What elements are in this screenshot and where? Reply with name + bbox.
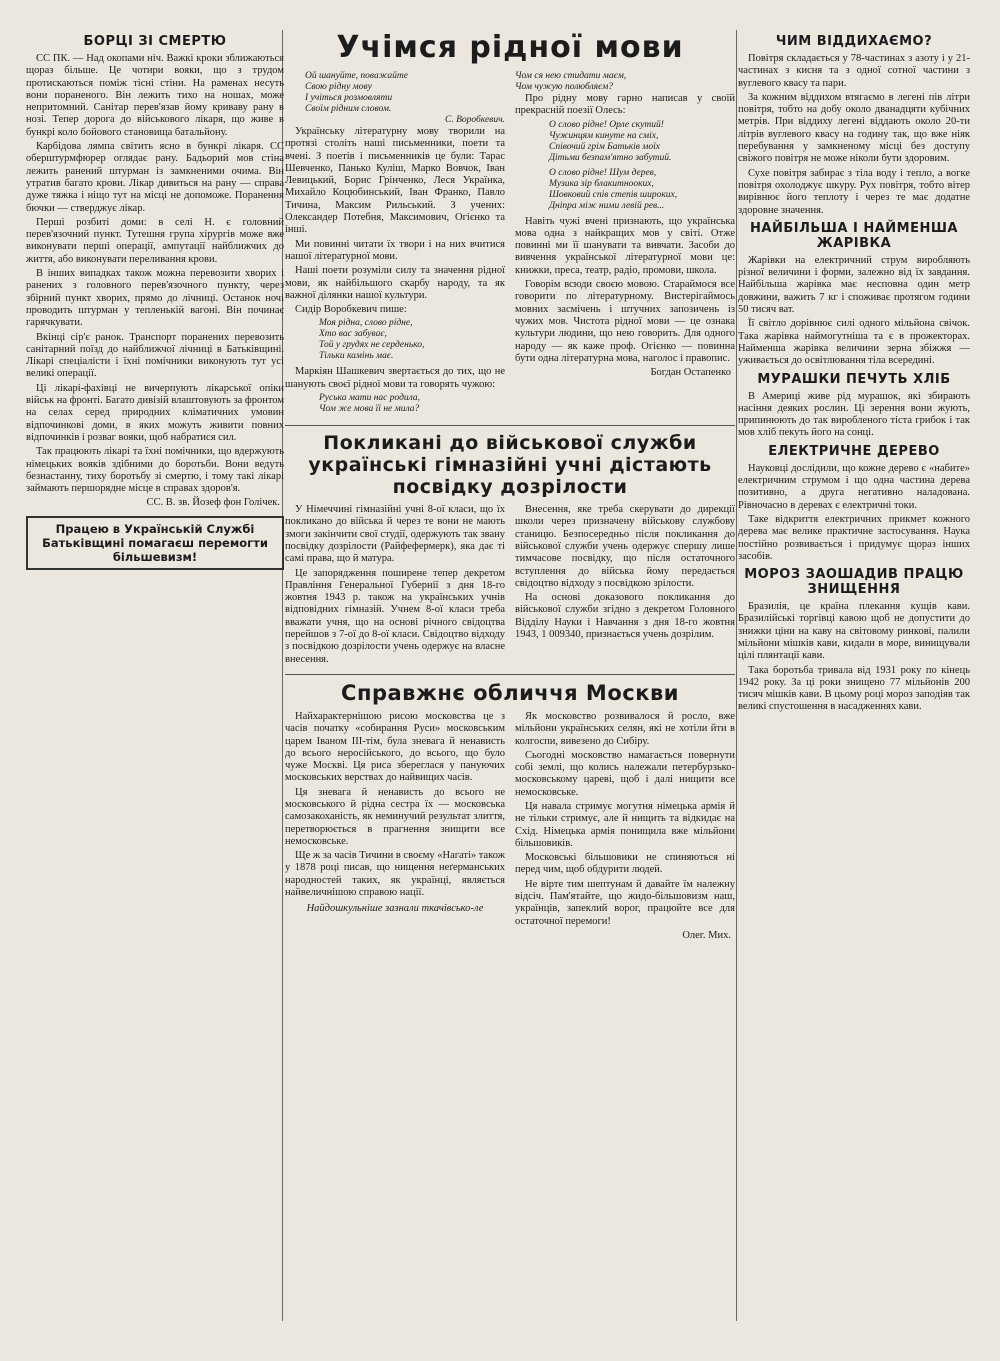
paragraph: У Німеччині гімназійні учні 8-ої класи, що їх покликано до війська й через те вони не мають змоги закінчити свої студії, одержують так звану посвідку дозрілости (Райфефермерк), яка дає ті самі права, що й матура. [285, 504, 505, 565]
paragraph: Українську літературну мову творили на протязі століть наші письменники, поети та вчені. З поетів і письменників це були: Тарас Шевченко, Панько Куліш, Марко Вовчок, Іван Левицький, Борис Грінченко, Леся Українка, Михайло Коцюбинський, Іван Франко, Павло Тичина, Максим Рильський. З учених: Олександер Потебня, Максимович, Огієнко та інші. [285, 126, 505, 236]
article-title: НАЙБІЛЬША І НАЙМЕНША ЖАРІВКА [750, 220, 958, 251]
paragraph: Повітря складається у 78-частинах з азоту і у 21-частинах з кисня та з одної сотної частини з вуглевого квасу та пари. [738, 53, 970, 89]
poem-quote: Моя рідна, слово рідне, Хто вас забуває, Той у грудях не серденько, Тільки камінь має. [319, 318, 425, 362]
paragraph: Наші поети розуміли силу та значення рідної мови, як найбільшого скарбу народу, та як важної ділянки нашої культури. [285, 265, 505, 301]
poem-quote: О слово рідне! Орле скутий! Чужинцям кинуте на сміх, Співочий грім Батьків моїх Дітьми безпам'ятно забутий. [549, 119, 672, 163]
paragraph: Вкінці сір'є ранок. Транспорт поранених перевозить санітарний поїзд до найближчої лічниці в Батьківщині. Лікарі спеціалісти і їхні помічники виконують тут усі великі операції. [26, 331, 284, 380]
moscow-article-left [285, 711, 505, 947]
paragraph: Говорім всюди своєю мовою. Стараймося все говорити по літературному. Вистерігаймось мовних засмічень і штучних запозичень із чужих мов. Чистота рідної мови — це ознака культури людини, що нею говорить. Для одного народу — як каже проф. Огієнко — повинна бути одна літературна мова, наголос і правопис. [515, 279, 735, 364]
paragraph: Її світло дорівнює силі одного мільйона свічок. Така жарівка наймогутніша та є в прожекторах. Найменша жарівка величини зерна збіжжя — уживається до освітлювання тіла всередині. [738, 318, 970, 367]
students-article-right [515, 504, 735, 668]
paragraph: Ці лікарі-фахівці не вичерпують лікарської опіки військ на фронті. Багато дивізій влаштовують за фронтом на селах серед природних кліматичних умовин відпочинкові доми, в яких можуть живити повних відпочинків і розваг вояки, щоб набратися сил. [26, 382, 284, 443]
paragraph: В Америці живе рід мурашок, які збирають насіння деяких рослин. Ці зерення вони жують, припинюють до так виробленого тіста грибок і так мов хліб пекуть його на сонці. [738, 390, 970, 439]
paragraph: За кожним віддихом втягаємо в легені пів літри повітря, тобто на добу около дванадцяти кубічних метрів. При віддиху легені віддають около 20-ти літрів вуглевого квасу на годину так, що вже ніяк перебування у замкненому місці без доступу свіжого повітря не може ніколи бути здоровим. [738, 91, 970, 165]
paragraph: Так працюють лікарі та їхні помічники, що вдержують німецьких вояків здібними до боротьби. Вони ведуть безнастанну, тиху боротьбу зі смертю, і тому такі лікарі займають першорядне місце в справах здоров'я. [26, 446, 284, 495]
paragraph: Сидір Воробкевич пише: [295, 304, 407, 316]
paragraph: Це запорядження поширене тепер декретом Правління Генеральної Губернії з дня 18-го жовтня 1943 р. також на українських учнів відповідних гімназій. Учнем 8-ої класи треба вважати учня, що на основі річного свідоцтва перейшов з 7-ої до 8-ої класи. Свідоцтво відходу з посвідкою дозрілости учень одержує на власне внесення. [285, 567, 505, 665]
paragraph: Бразилія, це країна плекання кущів кави. Бразилійські торгівці кавою щоб не допустити до знижки ціни на каву на світовому ринкові, палили мільйони мішків кави, кидали в море, винищували цілі плянтації кави. [738, 601, 970, 662]
article-signature: СС. В. зв. Йозеф фон Голічек. [146, 497, 280, 509]
paragraph: Московські більшовики не спиняються ні перед чим, щоб обдурити людей. [515, 852, 735, 876]
paragraph: Найхарактернішою рисою московства це з часів початку «собирання Руси» московським царем Іваном III-тім, була зневага й ненависть до всього неросійського, до всього, що було чуже Москві. Ця риса збереглася у пануючих московських верствах до найвищих часів. [285, 710, 505, 784]
headline-moscow: Справжнє обличчя Москви [341, 680, 679, 705]
article-title: ЧИМ ВІДДИХАЄМО? [775, 34, 933, 49]
article-fighters-with-death [26, 30, 284, 570]
center-column [285, 30, 735, 947]
paragraph: Про рідну мову гарно написав у своїй прекрасній поезії Олесь: [515, 93, 735, 117]
paragraph: Карбідова лямпа світить ясно в бункрі лікаря. СС оберштурмфюрер оглядає рану. Бадьорий мов стіна лежить ранений штурман із замкненими очима. Він утратив багато крови. Лікар дивиться на рану — справа дуже тяжка і ніщо тут на місці не допоможе. Поранення бючки — стверджує лікар. [26, 141, 284, 214]
paragraph: Внесення, яке треба скерувати до дирекції школи через призначену військову службову станицю. Безпосередньо після покликання до військової служби учень одержує спершу лише тимчасове посвідку, що після остаточного вступлення до війська йому передається свідоцтво відходу з посвідкою зрілости. [515, 504, 735, 589]
paragraph: Маркіян Шашкевич звертається до тих, що не шанують своєї рідної мови та говорять чужою: [285, 366, 505, 390]
headline-native-language: Учімся рідної мови [336, 30, 684, 65]
article-title: МОРОЗ ЗАОШАДИВ ПРАЦЮ ЗНИЩЕННЯ [744, 567, 964, 598]
paragraph: Як московство розвивалося й росло, вже мільйони українських селян, які не хотіли йти в колгоспи, вивезено до Сибіру. [515, 710, 735, 747]
slogan-box: Працею в Українській Службі Батьківщині помагаєш перемогти більшевизм! [26, 516, 284, 570]
paragraph: Ця навала стримує могутня німецька армія й не тільки стримує, але й нищить та відкидає на Схід. Німецька армія понищила вже мільйони більшовиків. [515, 800, 735, 849]
article-signature: Богдан Остапенко [650, 367, 731, 379]
poem-epigraph-2: Чом ся нею стидати маєм, Чом чужую полюбляєм? [515, 71, 627, 92]
poem-epigraph: Ой шануйте, поважайте Свою рідну мову І учіться розмовляти Своїм рідним словом. С. Воробкевич. [305, 71, 505, 125]
article-signature: Олег. Мих. [682, 929, 731, 941]
paragraph: В інших випадках також можна перевозити хворих і ранених з головного перев'язочного пункту, через збірний пункт хворих, прямо до лічниці. Останок ночі проводить штурман у тепленькій вагоні. Він починає гарячкувати. [26, 268, 284, 329]
paragraph: Ця зневага й ненависть до всього не московського й рідна сестра їх — московська самозакоханість, як неминучий результат злиття, перетворюється в прагнення знищити все немосковське. [285, 786, 505, 847]
article-title: МУРАШКИ ПЕЧУТЬ ХЛІБ [757, 371, 951, 387]
paragraph: Науковці дослідили, що кожне дерево є «набите» електричним струмом і що одна частина дерева позитивно, а друга негативно наладована. Рівночасно в деревах є електричні токи. [738, 462, 970, 511]
article-title: ЕЛЕКТРИЧНЕ ДЕРЕВО [768, 443, 940, 459]
headline-gymnasium-students: Покликані до військової служби українські гімназійні учні дістають посвідку дозрілости [308, 432, 712, 499]
paragraph: Навіть чужі вчені признають, що українська мова одна з найкращих мов у світі. Отже повинні ми її шанувати та вивчати. Засоби до вивчення української літературної мови це: книжки, преса, театр, радіо, промови, школа. [515, 215, 735, 276]
language-article-right [515, 71, 735, 419]
column-rule-right [736, 30, 737, 1321]
paragraph: СС ПК. — Над окопами ніч. Важкі кроки зближаються щораз більше. Це чотири вояки, що з трудом протискаються поміж тісні стіни. На раменах несуть вони пораненого. Він лежить тихо на ношах, може непритомний. Санітар перев'язав йому криваву рану в нозі. Тепер дорога до військового лікаря, що живе в бункрі коло бойового становища батальйону. [26, 53, 284, 138]
poem-quote: О слово рідне! Шум дерев, Музика зір блакитнооких, Шовковий спів степів широких, Дніпра між ними левій рев... [549, 167, 678, 211]
divider [285, 425, 735, 426]
paragraph: Ще ж за часів Тичини в своєму «Нагаті» також у 1878 році писав, що нищення неґерманських народностей таких, як українці, являється найвеличнішою справою нації. [285, 850, 505, 899]
students-article-left [285, 504, 505, 668]
divider [285, 674, 735, 675]
paragraph: Ми повинні читати їх твори і на них вчитися нашої літературної мови. [285, 238, 505, 262]
moscow-article-right [515, 711, 735, 947]
paragraph: Сухе повітря забирає з тіла воду і тепло, а вогке повітря охолоджує шкуру. Рух повітря, тобто вітер вирівнює його теплоту і через те має додатне здоровне значення. [738, 167, 970, 216]
paragraph: Не вірте тим шептунам й давайте їм належну відсіч. Пам'ятайте, що жидо-більшовизм наш, українців, запеклий ворог, працюйте все для остаточної перемоги! [515, 878, 735, 927]
paragraph: Така боротьба тривала від 1931 року по кінець 1942 року. За ці роки знищено 77 мільйонів 200 тисяч мішків кави. В цьому році мороз заподіяв так великі спустошення в насадженнях кави. [738, 664, 970, 713]
language-article-left [285, 71, 505, 419]
continued-line: Найдошкульніше зазнали ткачівсько-ле [306, 903, 484, 915]
paragraph: На основі доказового покликання до військової служби згідно з декретом Головного Відділу Науки і Навчання з дня 18-го жовтня 1943, 1 009340, признається учень дозрілим. [515, 592, 735, 641]
paragraph: Жарівки на електричний струм виробляють різної величини і форми, залежно від їх завдання. Найбільша жарівка має несповна один метр довжини, важить 7 кг і споживає протягом години 50 тисяч ват. [738, 254, 970, 316]
article-title: БОРЦІ ЗІ СМЕРТЮ [83, 34, 227, 49]
paragraph: Перші розбиті доми: в селі Н. є головний перев'язочний пункт. Тутешня група хірургів може вже виконувати перші операції, ампутації найближчих до життя, або виконувати переливання крови. [26, 216, 284, 265]
right-column [738, 30, 970, 716]
paragraph: Сьогодні московство намагається повернути собі землі, що колись належали петербурзько-московському цареві, щоб і далі нищити все немосковське. [515, 749, 735, 798]
paragraph: Таке відкриття електричних прикмет кожного дерева має велике практичне застосування. Наука постійно розвивається і придумує щораз інших засобів. [738, 513, 970, 562]
poem-quote: Руська мати нас родила, Чом же мова її не мила? [319, 393, 421, 415]
